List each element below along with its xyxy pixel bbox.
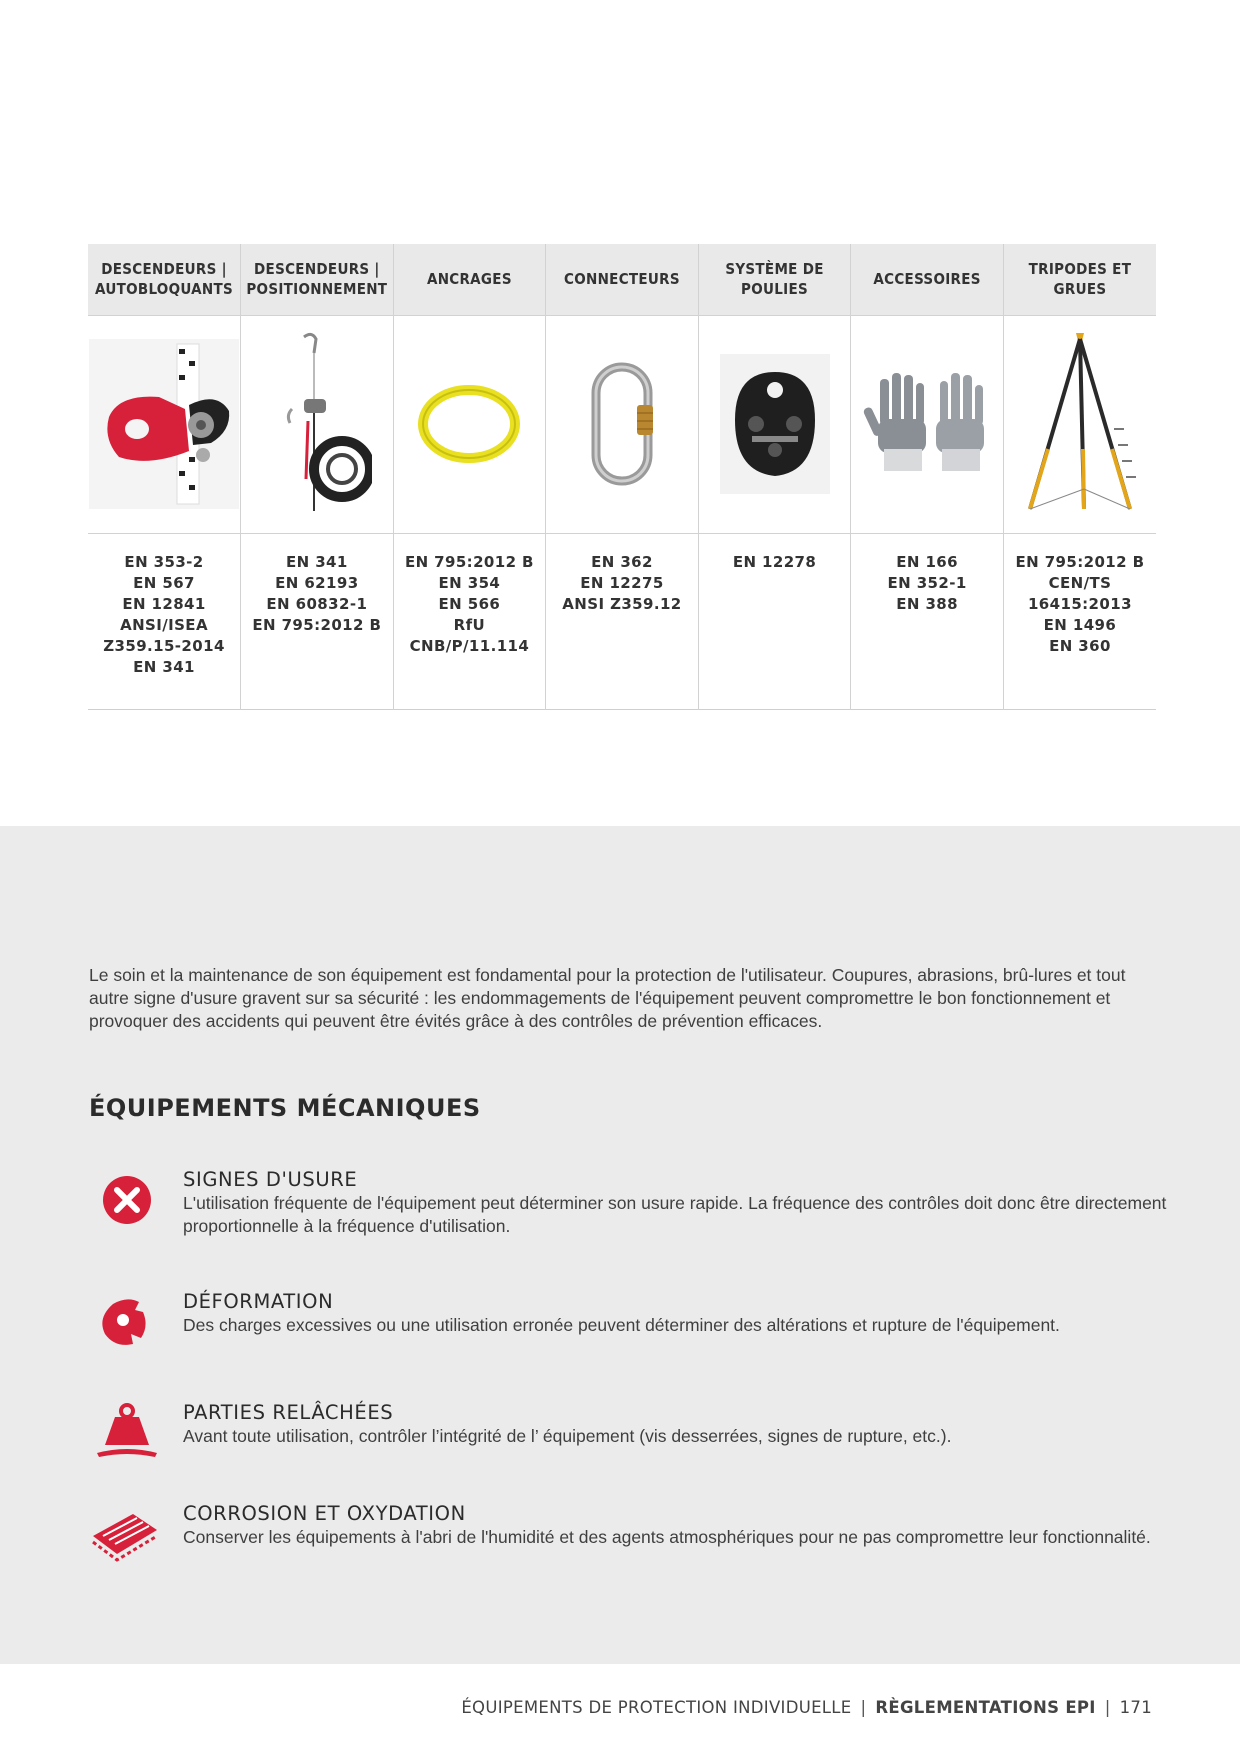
header-descendeurs-positionnement: DESCENDEURS | POSITIONNEMENT: [241, 244, 394, 315]
table-cell: [393, 533, 546, 709]
image-cell: [698, 315, 851, 533]
standard-code: EN 352-1: [887, 573, 967, 592]
header-accessoires: ACCESSOIRES: [851, 244, 1004, 315]
image-cell: [851, 315, 1004, 533]
footer-section: ÉQUIPEMENTS DE PROTECTION INDIVIDUELLE: [461, 1698, 852, 1717]
item-title: DÉFORMATION: [183, 1290, 334, 1313]
table-cell: [851, 533, 1004, 709]
table-cell: [1003, 533, 1156, 709]
standard-code: EN 566: [438, 594, 501, 613]
standard-code: EN 62193: [275, 573, 359, 592]
table-header-row: [88, 244, 1156, 315]
intro-paragraph: Le soin et la maintenance de son équipement est fondamental pour la protection de l'utilisateur. Coupures, abrasions, brû-lures et tout autre signe d'usure gravent sur sa sécurité : les endommagements de l'équipement peuvent compromettre le bon fonctionnement et provoquer des accidents qui peuvent être évités grâce à des contrôles de prévention efficaces.: [89, 965, 1126, 1031]
deformation-icon: [89, 1290, 161, 1354]
item-description: L'utilisation fréquente de l'équipement peut déterminer son usure rapide. La fréquence des contrôles doit donc être directement proportionnelle à la fréquence d'utilisation.: [183, 1193, 1167, 1236]
table-cell: [88, 533, 241, 709]
positioning-lanyard-image: [262, 329, 372, 519]
x-circle-icon: [89, 1168, 161, 1232]
standard-code: EN 362: [591, 552, 653, 571]
header-connecteurs: CONNECTEURS: [546, 244, 699, 315]
pulley-image: [720, 354, 830, 494]
gloves-image: [862, 369, 992, 479]
footer-separator: |: [1104, 1698, 1111, 1717]
table-cell: [241, 533, 394, 709]
standard-code: EN 12278: [732, 552, 817, 571]
standard-code: EN 354: [438, 573, 501, 592]
table-code-row: [88, 533, 1156, 709]
standard-code: EN 166: [896, 552, 958, 571]
standard-code: EN 341: [285, 552, 348, 571]
section-title: ÉQUIPEMENTS MÉCANIQUES: [89, 1094, 481, 1122]
header-ancrages: ANCRAGES: [393, 244, 546, 315]
item-title: SIGNES D'USURE: [183, 1168, 358, 1191]
item-title: PARTIES RELÂCHÉES: [183, 1401, 394, 1424]
table-cell: [546, 533, 699, 709]
standard-code: EN 12841: [122, 594, 206, 613]
table-image-row: [88, 315, 1156, 533]
standard-code: EN 795:2012 B: [404, 552, 534, 571]
header-systeme-de-poulies: SYSTÈME DE POULIES: [698, 244, 851, 315]
item-description: Avant toute utilisation, contrôler l’intégrité de l’ équipement (vis desserrées, signes de rupture, etc.).: [183, 1426, 952, 1446]
image-cell: [241, 315, 394, 533]
standard-code: ANSI Z359.12: [562, 594, 682, 613]
image-cell: [1003, 315, 1156, 533]
corrosion-icon: [89, 1502, 161, 1566]
table-cell: [698, 533, 851, 709]
header-tripodes-et-grues: TRIPODES ET GRUES: [1003, 244, 1156, 315]
standard-code: RfU CNB/P/11.114: [409, 615, 530, 655]
standard-code: 16415:2013: [1027, 594, 1132, 613]
footer-separator: |: [860, 1698, 867, 1717]
standard-code: EN 795:2012 B: [252, 615, 382, 634]
standard-code: Z359.15-2014: [103, 636, 225, 655]
maintenance-section: [0, 826, 1240, 1664]
standard-code: EN 567: [133, 573, 195, 592]
standard-code: EN 353-2: [124, 552, 204, 571]
standard-code: EN 1496: [1043, 615, 1117, 634]
standard-code: EN 388: [896, 594, 958, 613]
tripod-image: [1020, 329, 1140, 519]
weight-icon: [89, 1401, 161, 1465]
standard-code: EN 12275: [580, 573, 664, 592]
carabiner-image: [582, 359, 662, 489]
item-description: Des charges excessives ou une utilisation erronée peuvent déterminer des altérations et rupture de l'équipement.: [183, 1315, 1060, 1335]
item-description: Conserver les équipements à l'abri de l'humidité et des agents atmosphériques pour ne pas compromettre leur fonctionnalité.: [183, 1527, 1151, 1547]
image-cell: [546, 315, 699, 533]
standards-table: [88, 244, 1156, 710]
page-number: 171: [1119, 1698, 1152, 1717]
header-descendeurs-autobloquants: DESCENDEURS | AUTOBLOQUANTS: [88, 244, 241, 315]
image-cell: [88, 315, 241, 533]
footer-chapter: RÈGLEMENTATIONS EPI: [875, 1698, 1096, 1717]
descender-device-image: [89, 339, 239, 509]
image-cell: [393, 315, 546, 533]
standard-code: EN 360: [1049, 636, 1111, 655]
page-footer: [461, 1698, 1152, 1717]
standard-code: EN 795:2012 B: [1015, 552, 1145, 571]
standard-code: ANSI/ISEA: [120, 615, 208, 634]
item-title: CORROSION ET OXYDATION: [183, 1502, 466, 1525]
standard-code: EN 341: [133, 657, 195, 676]
standard-code: EN 60832-1: [266, 594, 368, 613]
standard-code: CEN/TS: [1048, 573, 1112, 592]
anchor-sling-image: [414, 374, 524, 474]
